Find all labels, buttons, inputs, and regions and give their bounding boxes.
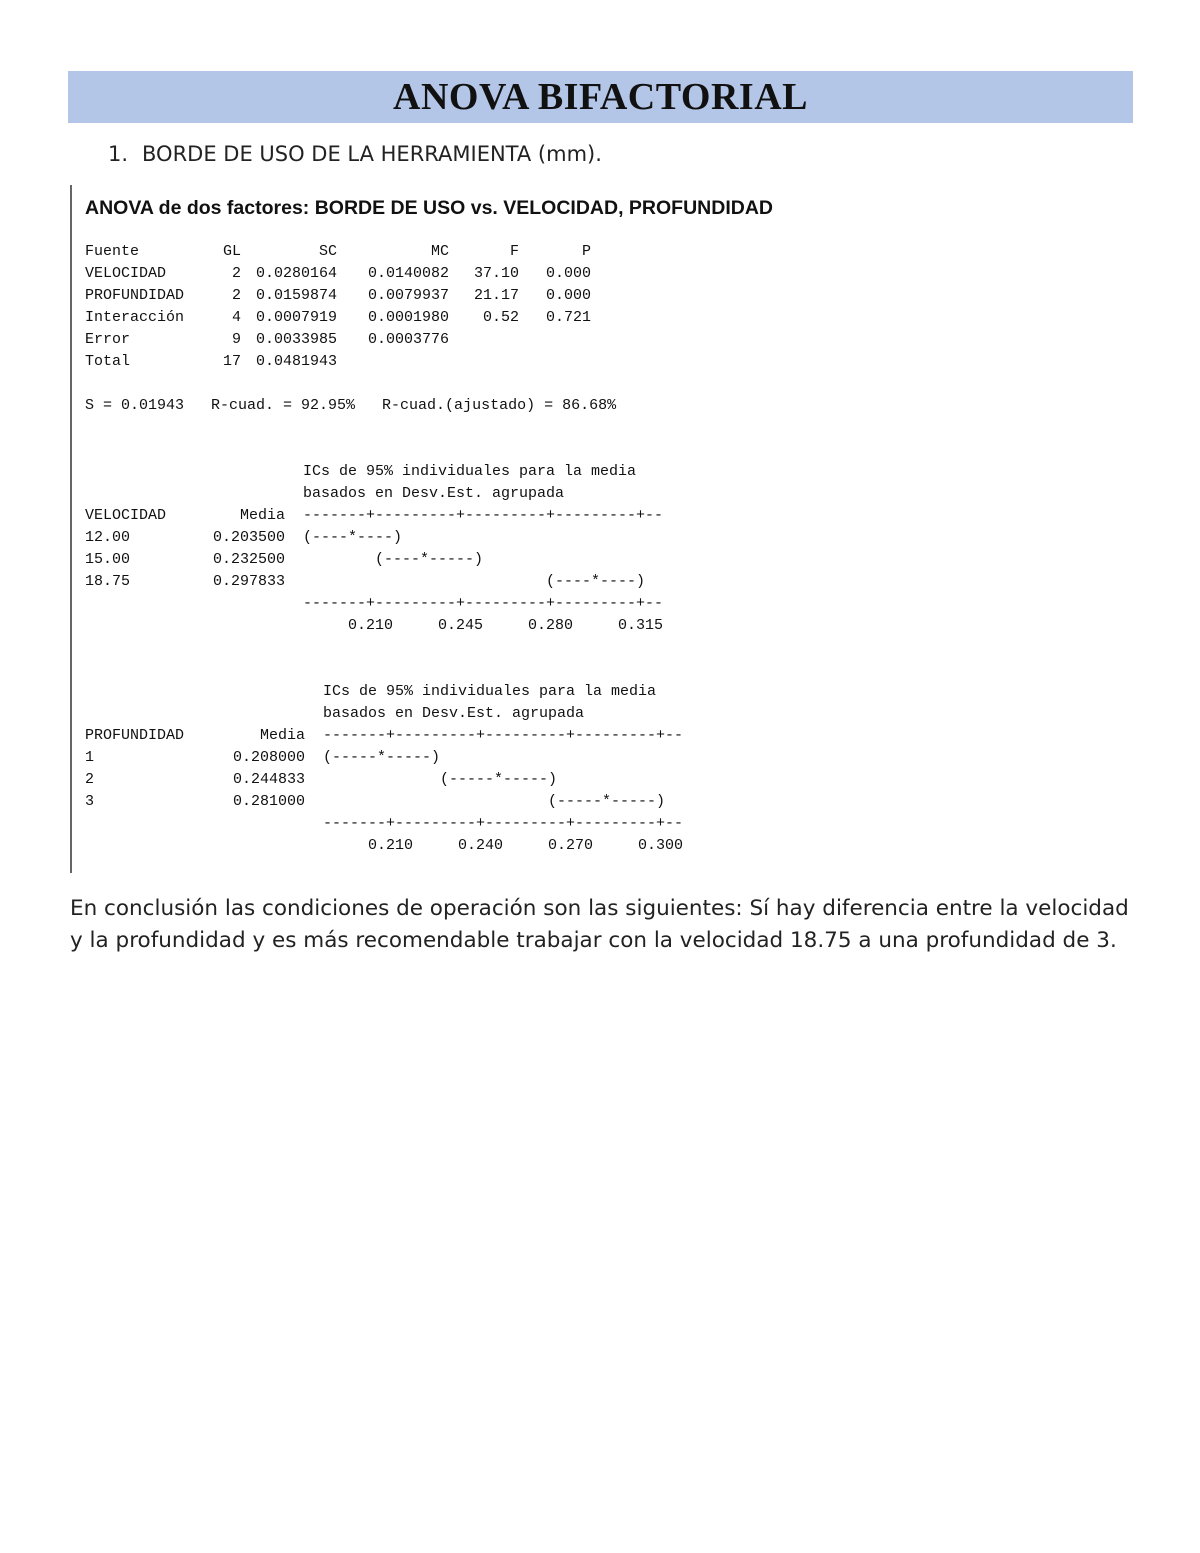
ci-axis-rule: -------+---------+---------+---------+-- [303,595,664,612]
section-heading [108,142,602,166]
anova-cell: 0.0007919 [255,309,337,326]
ci-interval: (-----*-----) [548,793,666,810]
anova-cell: 0.0481943 [255,353,337,370]
anova-row [85,263,591,285]
ci-axis-labels: 0.210 0.240 0.270 0.300 [323,837,684,854]
ci-axis-labels: 0.210 0.245 0.280 0.315 [303,617,664,634]
ci-interval: (----*----) [546,573,646,590]
ci-header-line: basados en Desv.Est. agrupada [303,485,565,502]
anova-cell: Error [85,331,131,348]
anova-cell: Interacción [85,309,185,326]
ci-header-line: basados en Desv.Est. agrupada [323,705,585,722]
title-banner [68,71,1133,123]
anova-cell: Fuente [85,243,140,260]
ci-axis-rule: -------+---------+---------+---------+-- [323,815,684,832]
anova-table [85,241,591,373]
anova-cell: 2 [231,287,241,304]
ci-header-line: ICs de 95% individuales para la media [303,463,637,480]
ci-mean: 0.281000 [232,793,305,810]
anova-cell: 21.17 [473,287,519,304]
ci-row [85,549,663,571]
ci-velocidad-block [85,461,663,637]
ci-factor-label: VELOCIDAD [85,507,167,524]
ci-profundidad-block [85,681,683,857]
anova-cell: 2 [231,265,241,282]
ci-media-label: Media [239,507,285,524]
anova-cell: 9 [231,331,241,348]
anova-cell: 17 [222,353,241,370]
anova-header-row [85,241,591,263]
anova-row [85,329,591,351]
ci-interval: (-----*-----) [440,771,558,788]
output-title: ANOVA de dos factores: BORDE DE USO vs. VELOCIDAD, PROFUNDIDAD [85,197,774,219]
page-title: ANOVA BIFACTORIAL [393,76,808,118]
ci-scale-rule: -------+---------+---------+---------+-- [323,727,684,744]
anova-cell: 0.52 [482,309,519,326]
anova-cell: 0.0033985 [255,331,337,348]
anova-cell: F [509,243,519,260]
ci-column-header-row [85,505,663,527]
ci-factor-label: PROFUNDIDAD [85,727,185,744]
section-label: BORDE DE USO DE LA HERRAMIENTA (mm). [142,142,602,166]
section-number: 1. [108,142,129,166]
anova-cell: 4 [231,309,241,326]
anova-cell: 0.000 [545,287,591,304]
anova-cell: VELOCIDAD [85,265,167,282]
anova-cell: 0.0140082 [367,265,449,282]
anova-cell: MC [430,243,449,260]
anova-cell: 0.0280164 [255,265,337,282]
anova-cell: 0.0003776 [367,331,449,348]
ci-row [85,527,663,549]
ci-header-line: ICs de 95% individuales para la media [323,683,657,700]
ci-column-header-row [85,725,683,747]
ci-row [85,747,683,769]
ci-level: 1 [85,749,95,766]
conclusion-paragraph: En conclusión las condiciones de operación son las siguientes: Sí hay diferencia entre la velocidad y la profundidad y es más recomendable trabajar con la velocidad 18.75 a una profundidad de 3. [70,896,1129,953]
anova-cell: 37.10 [473,265,519,282]
anova-cell: Total [85,353,131,370]
ci-level: 2 [85,771,95,788]
ci-level: 12.00 [85,529,131,546]
anova-cell: 0.0001980 [367,309,449,326]
anova-cell: GL [222,243,241,260]
anova-cell: P [581,243,591,260]
ci-interval: (----*----) [303,529,403,546]
minitab-output-panel [70,185,772,873]
anova-row [85,351,591,373]
summary-line: S = 0.01943 R-cuad. = 92.95% R-cuad.(ajustado) = 86.68% [85,397,617,414]
anova-cell: 0.0079937 [367,287,449,304]
anova-row [85,307,591,329]
anova-cell: SC [318,243,337,260]
ci-level: 18.75 [85,573,131,590]
ci-interval: (-----*-----) [323,749,441,766]
anova-cell: 0.0159874 [255,287,337,304]
anova-row [85,285,591,307]
ci-mean: 0.232500 [212,551,285,568]
ci-level: 3 [85,793,95,810]
anova-cell: 0.721 [545,309,591,326]
ci-mean: 0.208000 [232,749,305,766]
anova-cell: PROFUNDIDAD [85,287,185,304]
ci-scale-rule: -------+---------+---------+---------+-- [303,507,664,524]
ci-row [85,769,683,791]
ci-mean: 0.297833 [212,573,285,590]
ci-level: 15.00 [85,551,131,568]
ci-interval: (----*-----) [375,551,484,568]
ci-mean: 0.244833 [232,771,305,788]
ci-row [85,791,683,813]
anova-cell: 0.000 [545,265,591,282]
ci-row [85,571,663,593]
ci-mean: 0.203500 [212,529,285,546]
ci-media-label: Media [259,727,305,744]
